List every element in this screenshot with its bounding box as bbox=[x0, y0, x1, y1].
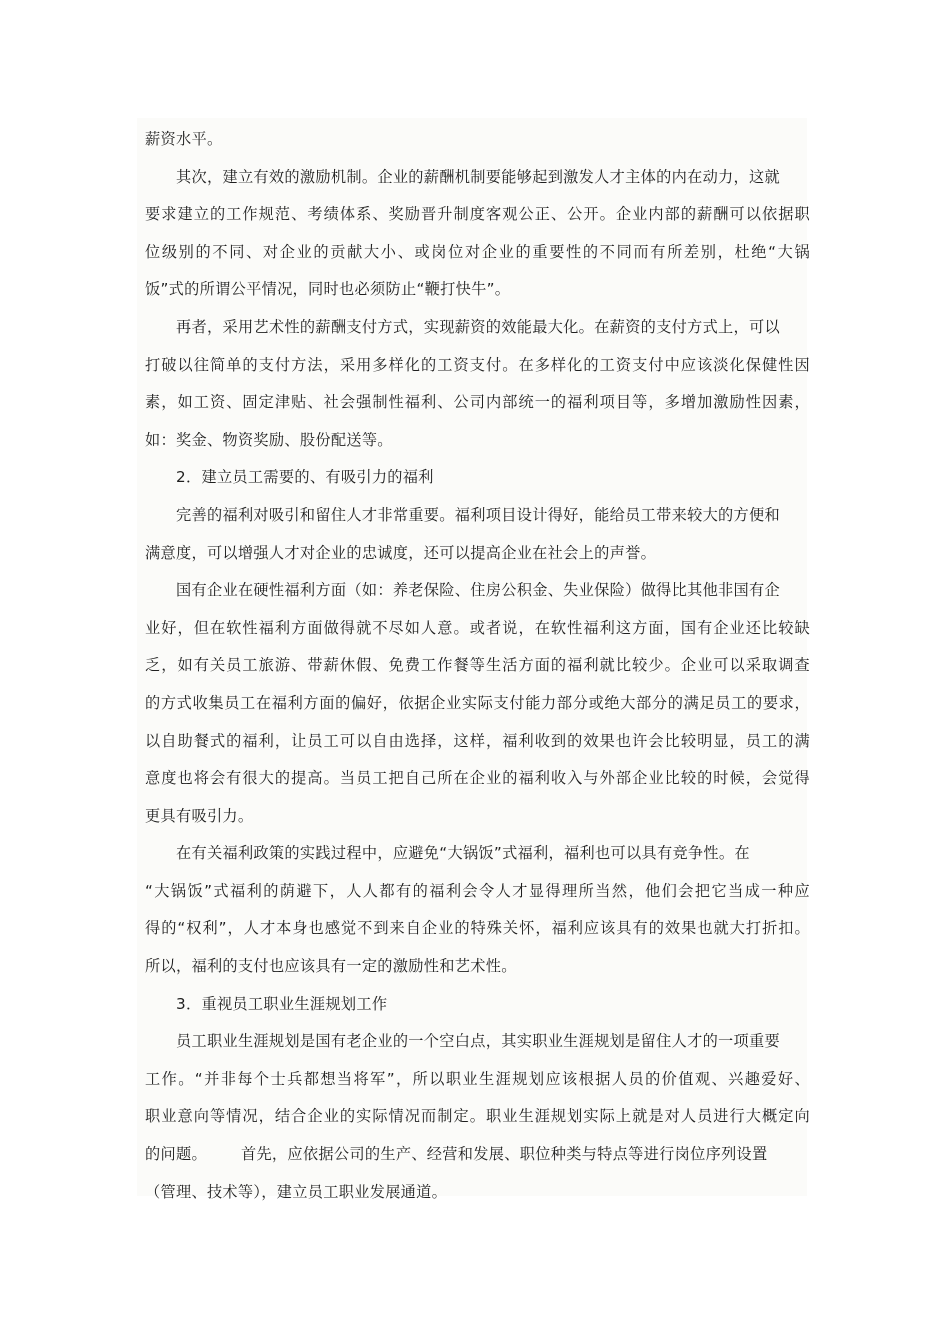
paragraph-line: 所以，福利的支付也应该具有一定的激励性和艺术性。 bbox=[145, 957, 517, 976]
paragraph-line-segment: 的问题。 bbox=[145, 1145, 207, 1164]
paragraph-line: 意度也将会有很大的提高。当员工把自己所在企业的福利收入与外部企业比较的时候，会觉得 bbox=[145, 769, 810, 788]
paragraph-line: 打破以往简单的支付方法，采用多样化的工资支付。在多样化的工资支付中应该淡化保健性因 bbox=[145, 355, 810, 374]
paragraph-line: 薪资水平。 bbox=[145, 130, 223, 148]
paragraph-line: 员工职业生涯规划是国有老企业的一个空白点，其实职业生涯规划是留住人才的一项重要 bbox=[176, 1032, 781, 1051]
paragraph-line: 职业意向等情况，结合企业的实际情况而制定。职业生涯规划实际上就是对人员进行大概定向 bbox=[145, 1107, 810, 1126]
paragraph-line: 国有企业在硬性福利方面（如：养老保险、住房公积金、失业保险）做得比其他非国有企 bbox=[176, 581, 781, 600]
paragraph-line: 业好，但在软性福利方面做得就不尽如人意。或者说，在软性福利这方面，国有企业还比较缺 bbox=[145, 618, 810, 637]
section-heading: 3．重视员工职业生涯规划工作 bbox=[176, 994, 388, 1013]
section-heading: 2．建立员工需要的、有吸引力的福利 bbox=[176, 468, 434, 487]
paragraph-line: “大锅饭”式福利的荫避下，人人都有的福利会令人才显得理所当然，他们会把它当成一种应 bbox=[145, 881, 810, 900]
paragraph-line: 得的“权利”，人才本身也感觉不到来自企业的特殊关怀，福利应该具有的效果也就大打折扣。 bbox=[145, 919, 810, 938]
paragraph-line: 其次，建立有效的激励机制。企业的薪酬机制要能够起到激发人才主体的内在动力，这就 bbox=[176, 167, 781, 186]
paragraph-line: 以自助餐式的福利，让员工可以自由选择，这样，福利收到的效果也许会比较明显，员工的满 bbox=[145, 731, 810, 750]
paragraph-line: 更具有吸引力。 bbox=[145, 806, 254, 825]
paragraph-line: 工作。“并非每个士兵都想当将军”，所以职业生涯规划应该根据人员的价值观、兴趣爱好、 bbox=[145, 1069, 810, 1088]
paragraph-line: 饭”式的所谓公平情况，同时也必须防止“鞭打快牛”。 bbox=[145, 280, 511, 299]
paragraph-line: 的方式收集员工在福利方面的偏好，依据企业实际支付能力部分或绝大部分的满足员工的要求， bbox=[145, 693, 810, 712]
paragraph-line: 在有关福利政策的实践过程中，应避免“大锅饭”式福利，福利也可以具有竞争性。在 bbox=[176, 844, 750, 863]
paragraph-line-combined bbox=[145, 1136, 810, 1174]
paragraph-line: 如：奖金、物资奖励、股份配送等。 bbox=[145, 430, 393, 449]
paragraph-line: （管理、技术等），建立员工职业发展通道。 bbox=[145, 1182, 448, 1201]
paragraph-line: 再者，采用艺术性的薪酬支付方式，实现薪资的效能最大化。在薪资的支付方式上，可以 bbox=[176, 317, 781, 336]
paragraph-line: 素，如工资、固定津贴、社会强制性福利、公司内部统一的福利项目等，多增加激励性因素， bbox=[145, 393, 810, 412]
paragraph-line: 完善的福利对吸引和留住人才非常重要。福利项目设计得好，能给员工带来较大的方便和 bbox=[176, 505, 781, 524]
document-body bbox=[145, 121, 810, 1211]
paragraph-line: 位级别的不同、对企业的贡献大小、或岗位对企业的重要性的不同而有所差别，杜绝“大锅 bbox=[145, 242, 810, 261]
paragraph-line: 乏，如有关员工旅游、带薪休假、免费工作餐等生活方面的福利就比较少。企业可以采取调查 bbox=[145, 656, 810, 675]
paragraph-line: 要求建立的工作规范、考绩体系、奖励晋升制度客观公正、公开。企业内部的薪酬可以依据职 bbox=[145, 205, 810, 224]
paragraph-line: 满意度，可以增强人才对企业的忠诚度，还可以提高企业在社会上的声誉。 bbox=[145, 543, 657, 562]
paragraph-line-segment: 首先，应依据公司的生产、经营和发展、职位种类与特点等进行岗位序列设置 bbox=[240, 1145, 768, 1164]
